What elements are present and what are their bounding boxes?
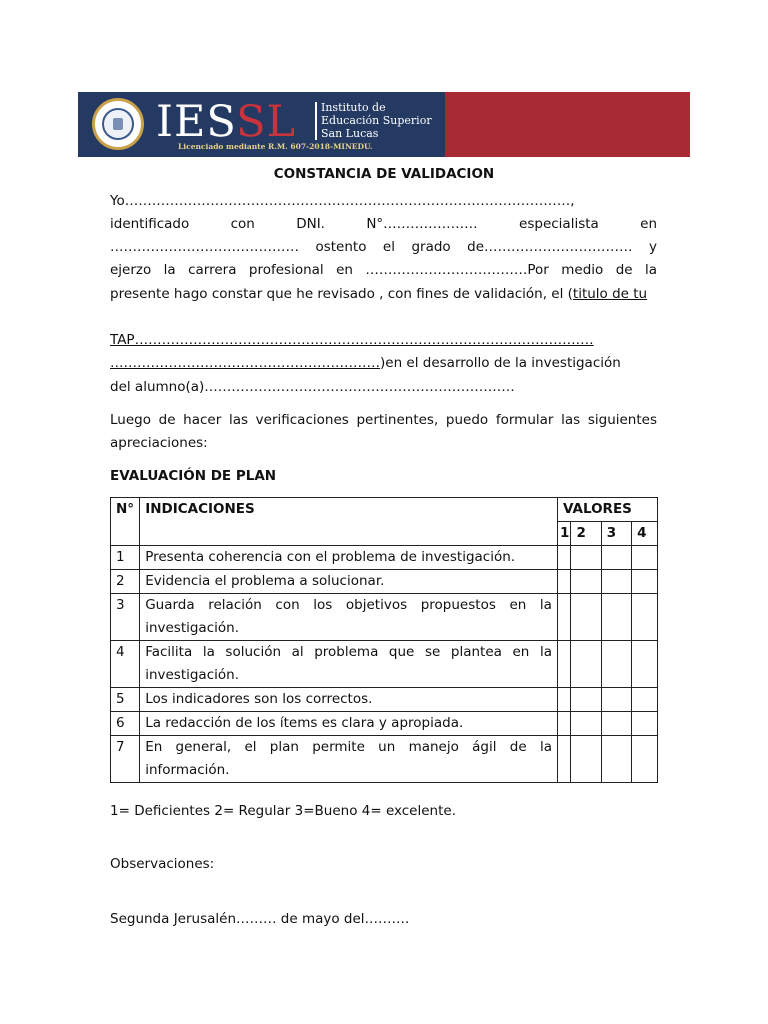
institute-line-1: Instituto de bbox=[321, 101, 386, 114]
institution-banner bbox=[78, 92, 690, 157]
row-indication: Los indicadores son los correctos. bbox=[140, 688, 558, 712]
intro-segment: )en el desarrollo de la investigación bbox=[380, 355, 621, 371]
row-indication: La redacción de los ítems es clara y apropiada. bbox=[140, 712, 558, 736]
value-cell[interactable] bbox=[632, 736, 658, 783]
intro-segment: …………………………………… bbox=[110, 239, 299, 255]
document-title: CONSTANCIA DE VALIDACION bbox=[273, 166, 495, 182]
value-cell[interactable] bbox=[601, 594, 631, 641]
value-cell[interactable] bbox=[557, 688, 570, 712]
seal-emblem bbox=[113, 118, 123, 130]
intro-word: especialista bbox=[519, 216, 599, 232]
value-cell[interactable] bbox=[557, 736, 570, 783]
table-row bbox=[111, 736, 658, 783]
row-number: 6 bbox=[111, 712, 140, 736]
institute-name bbox=[321, 101, 432, 140]
value-col-3: 3 bbox=[601, 522, 631, 546]
thesis-title-continuation: …………………………………………………… bbox=[110, 355, 380, 371]
row-number: 3 bbox=[111, 594, 140, 641]
intro-line-1: Yo………………………………………………………………………………………, bbox=[110, 193, 575, 209]
header-number: N° bbox=[111, 498, 140, 546]
thesis-title-placeholder: titulo de tu bbox=[572, 286, 648, 302]
institution-seal-icon bbox=[92, 98, 144, 150]
row-number: 2 bbox=[111, 570, 140, 594]
row-number: 5 bbox=[111, 688, 140, 712]
value-col-1: 1 bbox=[557, 522, 570, 546]
intro-word: DNI. bbox=[296, 216, 325, 232]
row-indication: Facilita la solución al problema que se plantea en la investigación. bbox=[140, 641, 558, 688]
observations-label: Observaciones: bbox=[110, 856, 215, 872]
value-cell[interactable] bbox=[601, 712, 631, 736]
banner-red-band bbox=[445, 92, 690, 157]
value-cell[interactable] bbox=[557, 641, 570, 688]
row-indication: Guarda relación con los objetivos propuestos en la investigación. bbox=[140, 594, 558, 641]
intro-line-3 bbox=[110, 239, 657, 263]
value-cell[interactable] bbox=[571, 712, 601, 736]
place-date-line: Segunda Jerusalén……… de mayo del………. bbox=[110, 911, 410, 927]
value-cell[interactable] bbox=[601, 546, 631, 570]
row-indication: Evidencia el problema a solucionar. bbox=[140, 570, 558, 594]
row-number: 1 bbox=[111, 546, 140, 570]
institute-line-3: San Lucas bbox=[321, 127, 379, 140]
intro-line-8: del alumno(a)…………………………………………………………… bbox=[110, 379, 515, 395]
header-values: VALORES bbox=[557, 498, 657, 522]
intro-segment: ostento el grado de…………………………… bbox=[315, 239, 633, 255]
value-cell[interactable] bbox=[557, 712, 570, 736]
intro-line-4 bbox=[110, 262, 657, 286]
value-cell[interactable] bbox=[632, 688, 658, 712]
table-row bbox=[111, 712, 658, 736]
logo-sl-text: SL bbox=[236, 97, 297, 147]
row-number: 4 bbox=[111, 641, 140, 688]
intro-word: en bbox=[640, 216, 657, 232]
logo-ies-text: IES bbox=[156, 97, 237, 147]
seal-inner-ring bbox=[102, 108, 134, 140]
value-cell[interactable] bbox=[632, 712, 658, 736]
intro-line-7 bbox=[110, 355, 657, 371]
table-row bbox=[111, 546, 658, 570]
value-cell[interactable] bbox=[601, 688, 631, 712]
intro-word: con bbox=[230, 216, 255, 232]
intro-line-6: TAP………………………………………………………………………………………… bbox=[110, 332, 594, 348]
value-cell[interactable] bbox=[557, 594, 570, 641]
value-cell[interactable] bbox=[632, 594, 658, 641]
rating-legend: 1= Deficientes 2= Regular 3=Bueno 4= excelente. bbox=[110, 803, 456, 819]
value-cell[interactable] bbox=[601, 641, 631, 688]
value-cell[interactable] bbox=[571, 688, 601, 712]
value-cell[interactable] bbox=[571, 641, 601, 688]
value-cell[interactable] bbox=[632, 546, 658, 570]
evaluation-table bbox=[110, 497, 658, 783]
license-text: Licenciado mediante R.M. 607-2018-MINEDU. bbox=[178, 142, 373, 151]
intro-line-2 bbox=[110, 216, 657, 240]
table-row bbox=[111, 570, 658, 594]
row-number: 7 bbox=[111, 736, 140, 783]
section-heading: EVALUACIÓN DE PLAN bbox=[110, 468, 277, 484]
value-cell[interactable] bbox=[632, 641, 658, 688]
header-indications: INDICACIONES bbox=[140, 498, 558, 546]
value-cell[interactable] bbox=[571, 546, 601, 570]
row-indication: Presenta coherencia con el problema de investigación. bbox=[140, 546, 558, 570]
value-cell[interactable] bbox=[571, 570, 601, 594]
intro-line-5 bbox=[110, 286, 657, 302]
table-header-row bbox=[111, 498, 658, 522]
intro-segment: ejerzo la carrera profesional en bbox=[110, 262, 353, 278]
value-cell[interactable] bbox=[632, 570, 658, 594]
table-row bbox=[111, 594, 658, 641]
value-cell[interactable] bbox=[571, 736, 601, 783]
intro-word: identificado bbox=[110, 216, 190, 232]
banner-logo-area bbox=[78, 92, 445, 157]
table-row bbox=[111, 641, 658, 688]
institute-line-2: Educación Superior bbox=[321, 114, 432, 127]
intro-segment: ………………………………Por medio de la bbox=[365, 262, 657, 278]
intro-word: N°………………… bbox=[366, 216, 478, 232]
value-cell[interactable] bbox=[571, 594, 601, 641]
value-col-2: 2 bbox=[571, 522, 601, 546]
logo-wordmark bbox=[156, 97, 296, 147]
value-col-4: 4 bbox=[632, 522, 658, 546]
intro-segment: presente hago constar que he revisado , con fines de validación, el ( bbox=[110, 286, 573, 302]
value-cell[interactable] bbox=[601, 736, 631, 783]
value-cell[interactable] bbox=[601, 570, 631, 594]
table-row bbox=[111, 688, 658, 712]
appreciation-paragraph: Luego de hacer las verificaciones pertinentes, puedo formular las siguientes apreciaciones: bbox=[110, 412, 657, 452]
row-indication: En general, el plan permite un manejo ágil de la información. bbox=[140, 736, 558, 783]
logo-divider bbox=[315, 102, 317, 140]
intro-segment: y bbox=[649, 239, 657, 255]
value-cell[interactable] bbox=[557, 570, 570, 594]
value-cell[interactable] bbox=[557, 546, 570, 570]
